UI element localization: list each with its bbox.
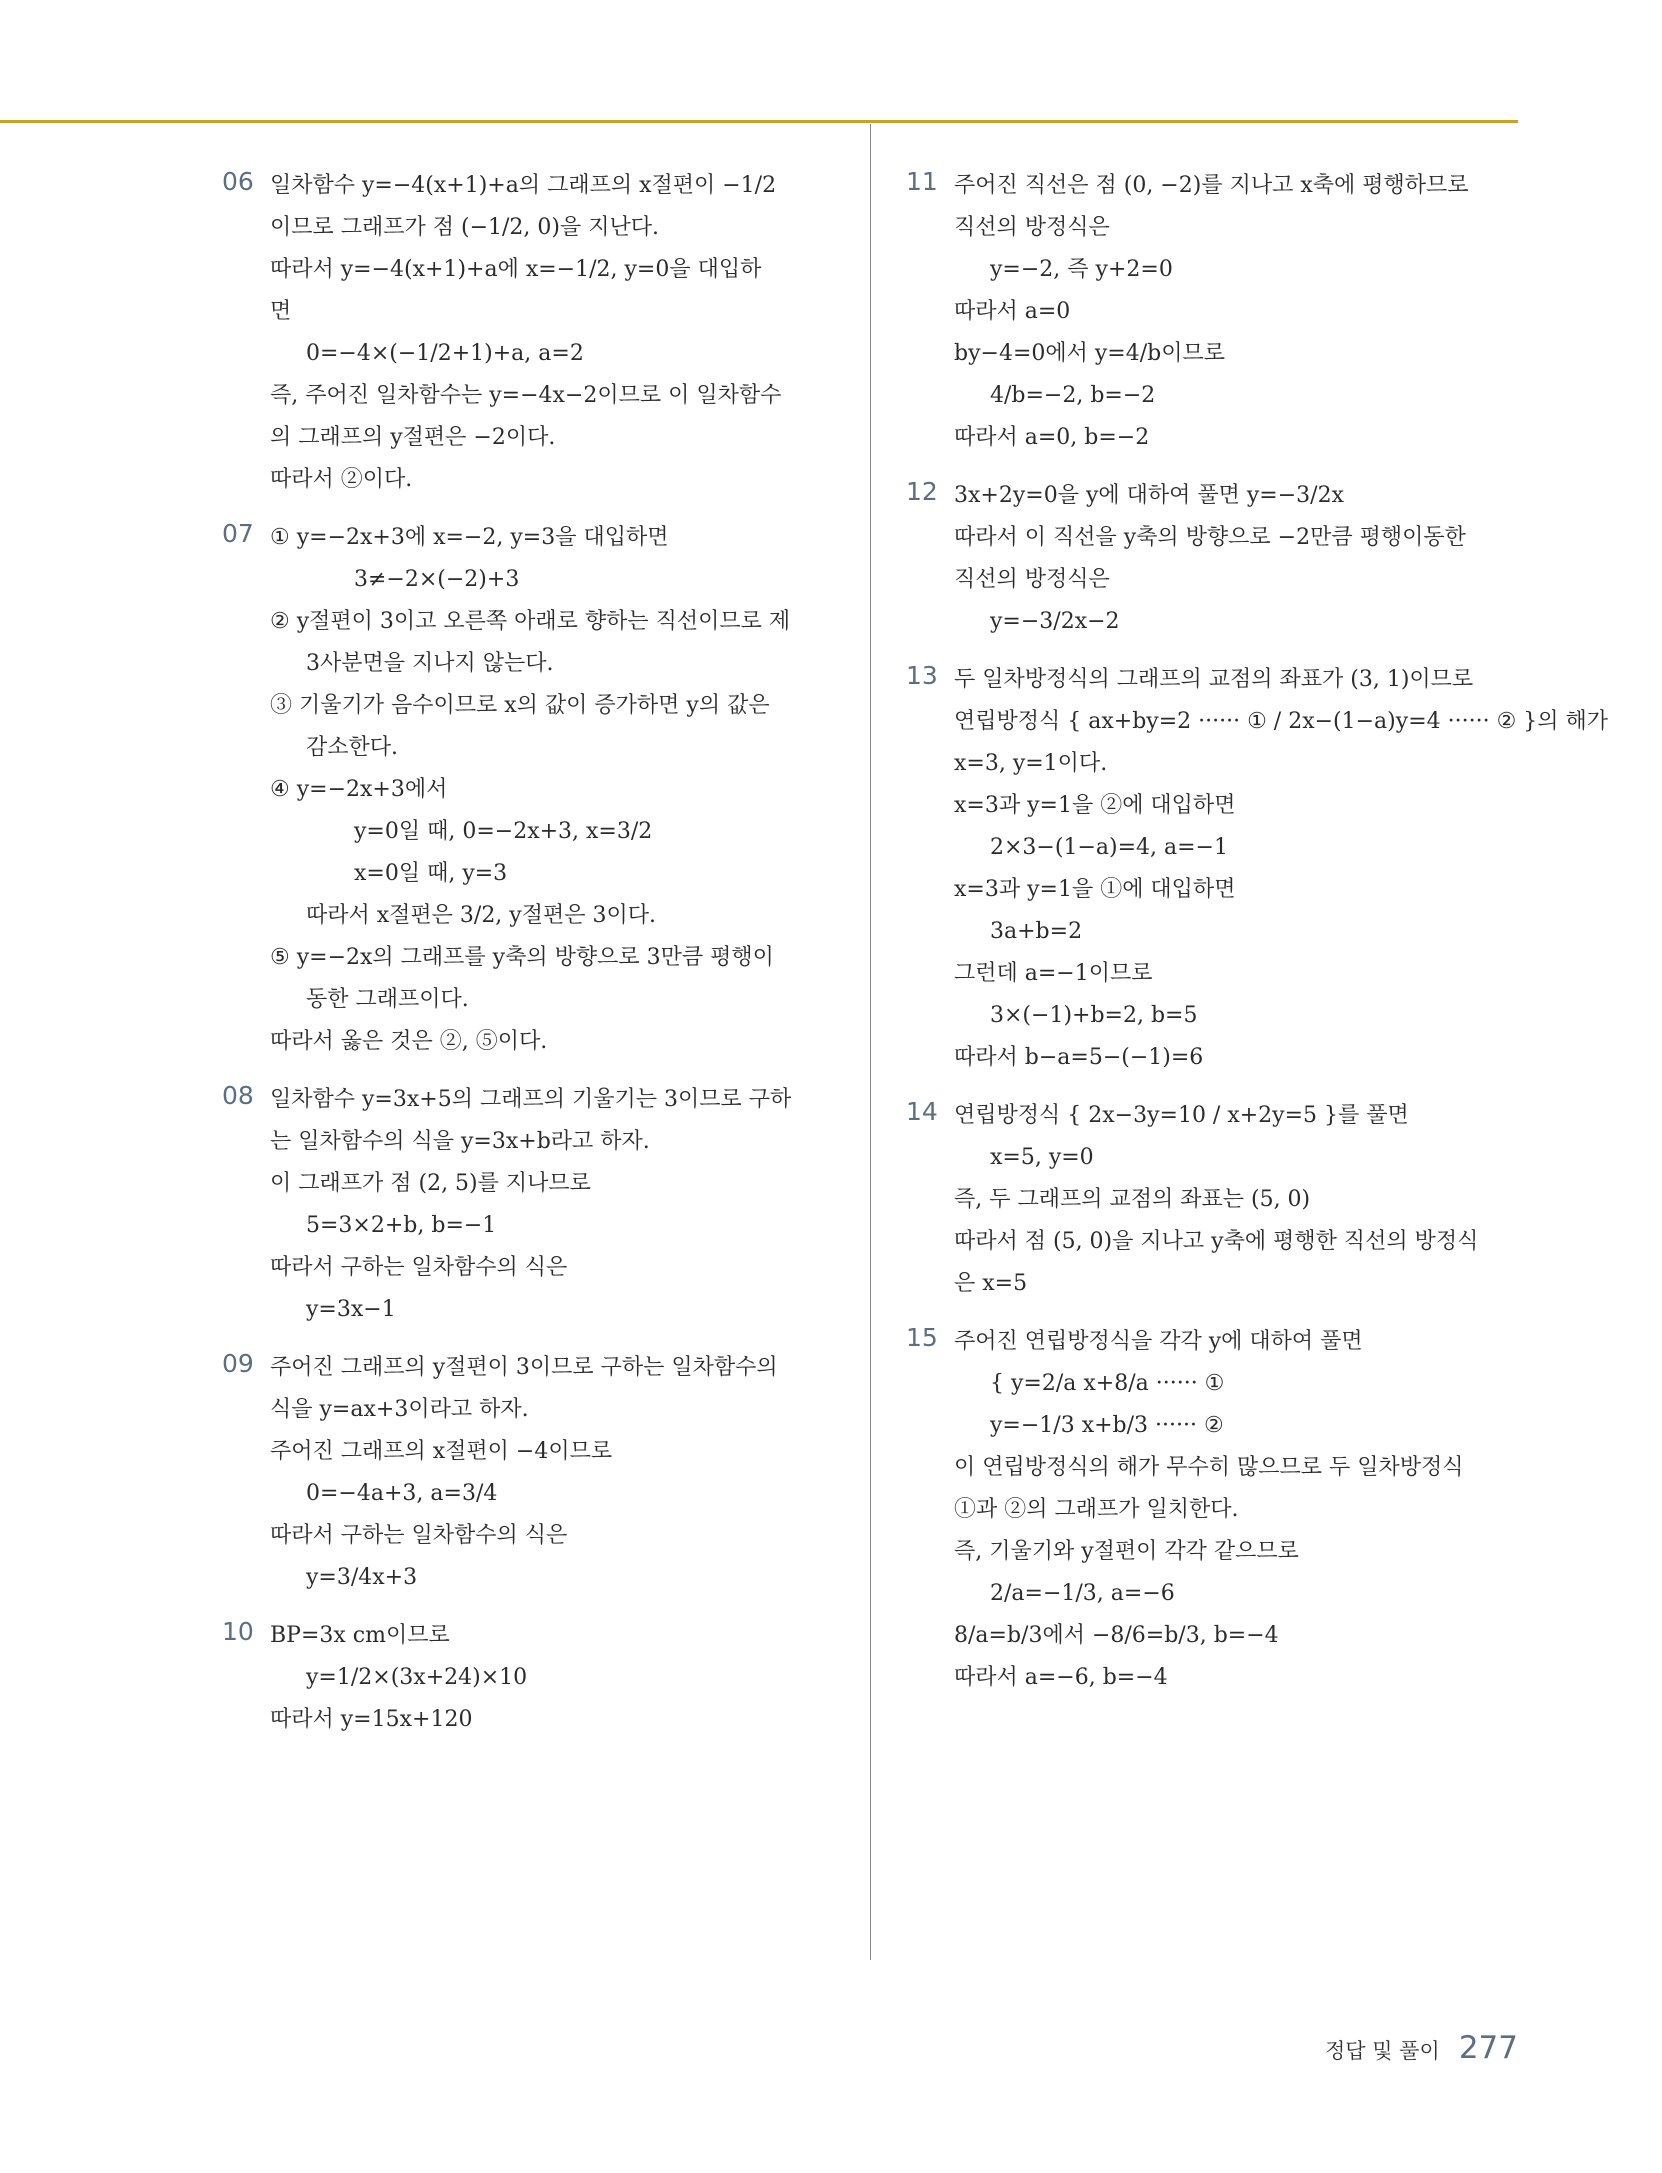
- solution-line: 따라서 구하는 일차함수의 식은: [270, 1523, 568, 1548]
- footer-label: 정답 및 풀이: [1324, 2039, 1440, 2063]
- solution-line: 주어진 연립방정식을 각각 y에 대하여 풀면: [954, 1329, 1363, 1354]
- solution-line: 의 그래프의 y절편은 −2이다.: [270, 425, 556, 450]
- problem-number: 12: [906, 477, 938, 506]
- problem-number: 11: [906, 167, 938, 196]
- solution-line: 이 연립방정식의 해가 무수히 많으므로 두 일차방정식: [954, 1455, 1464, 1480]
- solution-line: ② y절편이 3이고 오른쪽 아래로 향하는 직선이므로 제: [270, 609, 791, 634]
- solution-line: 5=3×2+b, b=−1: [306, 1213, 497, 1238]
- solution-line: ④ y=−2x+3에서: [270, 777, 448, 802]
- solution-line: 3사분면을 지나지 않는다.: [306, 651, 554, 676]
- solution-line: x=3과 y=1을 ①에 대입하면: [954, 877, 1236, 902]
- solution-line: 주어진 그래프의 x절편이 −4이므로: [270, 1439, 613, 1464]
- problem-12: [906, 475, 1518, 643]
- solution-line: 감소한다.: [306, 735, 399, 760]
- solution-line: 따라서 구하는 일차함수의 식은: [270, 1255, 568, 1280]
- solution-line: 따라서 옳은 것은 ②, ⑤이다.: [270, 1029, 548, 1054]
- solution-line: ③ 기울기가 음수이므로 x의 값이 증가하면 y의 값은: [270, 693, 770, 718]
- solution-line: 즉, 기울기와 y절편이 각각 같으므로: [954, 1539, 1299, 1564]
- problem-number: 07: [222, 519, 254, 548]
- problem-number: 06: [222, 167, 254, 196]
- solution-line: x=0일 때, y=3: [354, 861, 508, 886]
- problem-number: 10: [222, 1617, 254, 1646]
- solution-line: by−4=0에서 y=4/b이므로: [954, 341, 1225, 366]
- solution-line: 2×3−(1−a)=4, a=−1: [990, 835, 1228, 860]
- solution-line: y=0일 때, 0=−2x+3, x=3/2: [354, 819, 653, 844]
- solution-line: y=−2, 즉 y+2=0: [990, 257, 1173, 282]
- problem-number: 13: [906, 661, 938, 690]
- problem-15: [906, 1321, 1518, 1699]
- solution-line: 3a+b=2: [990, 919, 1083, 944]
- solution-line: 따라서 이 직선을 y축의 방향으로 −2만큼 평행이동한: [954, 525, 1466, 550]
- solution-line: 따라서 y=−4(x+1)+a에 x=−1/2, y=0을 대입하: [270, 257, 762, 282]
- problem-06: [222, 165, 834, 501]
- solution-line: x=3과 y=1을 ②에 대입하면: [954, 793, 1236, 818]
- top-rule: [0, 120, 1518, 123]
- solution-line: ⑤ y=−2x의 그래프를 y축의 방향으로 3만큼 평행이: [270, 945, 774, 970]
- solution-line: ① y=−2x+3에 x=−2, y=3을 대입하면: [270, 525, 669, 550]
- solution-line: 이 그래프가 점 (2, 5)를 지나므로: [270, 1171, 591, 1196]
- page-number: 277: [1458, 2030, 1518, 2066]
- right-column: [906, 165, 1609, 1715]
- problem-number: 15: [906, 1323, 938, 1352]
- solution-line: 3≠−2×(−2)+3: [354, 567, 520, 592]
- solution-line: 연립방정식 { ax+by=2 ······ ① / 2x−(1−a)y=4 ······ ② }의 해가: [954, 709, 1609, 734]
- problem-number: 14: [906, 1097, 938, 1126]
- solution-line: 3x+2y=0을 y에 대하여 풀면 y=−3/2x: [954, 483, 1344, 508]
- solution-line: 직선의 방정식은: [954, 567, 1110, 592]
- solution-line: y=−3/2x−2: [990, 609, 1120, 634]
- problem-09: [222, 1347, 834, 1599]
- problem-07: [222, 517, 834, 1063]
- problem-14: [906, 1095, 1518, 1305]
- solution-line: { y=2/a x+8/a ······ ①: [990, 1371, 1225, 1396]
- solution-line: ①과 ②의 그래프가 일치한다.: [954, 1497, 1239, 1522]
- solution-line: x=3, y=1이다.: [954, 751, 1108, 776]
- solution-line: y=3/4x+3: [306, 1565, 418, 1590]
- solution-line: 연립방정식 { 2x−3y=10 / x+2y=5 }를 풀면: [954, 1103, 1409, 1128]
- solution-line: 따라서 ②이다.: [270, 467, 413, 492]
- solution-line: 따라서 b−a=5−(−1)=6: [954, 1045, 1204, 1070]
- problem-number: 08: [222, 1081, 254, 1110]
- solution-line: 이므로 그래프가 점 (−1/2, 0)을 지난다.: [270, 215, 659, 240]
- left-column: [222, 165, 834, 1757]
- problem-13: [906, 659, 1609, 1079]
- solution-line: 0=−4×(−1/2+1)+a, a=2: [306, 341, 584, 366]
- solution-line: 주어진 직선은 점 (0, −2)를 지나고 x축에 평행하므로: [954, 173, 1469, 198]
- solution-line: 따라서 a=0, b=−2: [954, 425, 1150, 450]
- solution-line: 일차함수 y=3x+5의 그래프의 기울기는 3이므로 구하: [270, 1087, 792, 1112]
- solution-line: BP=3x cm이므로: [270, 1623, 450, 1648]
- solution-line: 4/b=−2, b=−2: [990, 383, 1156, 408]
- solution-line: y=1/2×(3x+24)×10: [306, 1665, 528, 1690]
- solution-line: 두 일차방정식의 그래프의 교점의 좌표가 (3, 1)이므로: [954, 667, 1474, 692]
- problem-10: [222, 1615, 834, 1741]
- solution-line: 0=−4a+3, a=3/4: [306, 1481, 498, 1506]
- problem-number: 09: [222, 1349, 254, 1378]
- problem-11: [906, 165, 1518, 459]
- solution-line: 3×(−1)+b=2, b=5: [990, 1003, 1198, 1028]
- solution-line: 는 일차함수의 식을 y=3x+b라고 하자.: [270, 1129, 650, 1154]
- column-divider: [870, 124, 871, 1960]
- solution-line: y=3x−1: [306, 1297, 396, 1322]
- solution-line: 2/a=−1/3, a=−6: [990, 1581, 1175, 1606]
- solution-line: 식을 y=ax+3이라고 하자.: [270, 1397, 529, 1422]
- solution-line: 직선의 방정식은: [954, 215, 1110, 240]
- solution-line: 따라서 x절편은 3/2, y절편은 3이다.: [306, 903, 656, 928]
- solution-line: y=−1/3 x+b/3 ······ ②: [990, 1413, 1224, 1438]
- solution-line: 즉, 주어진 일차함수는 y=−4x−2이므로 이 일차함수: [270, 383, 782, 408]
- solution-line: 8/a=b/3에서 −8/6=b/3, b=−4: [954, 1623, 1279, 1648]
- solution-line: 따라서 a=−6, b=−4: [954, 1665, 1168, 1690]
- solution-line: 그런데 a=−1이므로: [954, 961, 1153, 986]
- solution-line: 따라서 점 (5, 0)을 지나고 y축에 평행한 직선의 방정식: [954, 1229, 1479, 1254]
- solution-line: 주어진 그래프의 y절편이 3이므로 구하는 일차함수의: [270, 1355, 778, 1380]
- solution-line: 따라서 a=0: [954, 299, 1071, 324]
- solution-line: 은 x=5: [954, 1271, 1028, 1296]
- solution-line: 일차함수 y=−4(x+1)+a의 그래프의 x절편이 −1/2: [270, 173, 777, 198]
- solution-line: 면: [270, 299, 292, 324]
- solution-line: 동한 그래프이다.: [306, 987, 469, 1012]
- solution-line: x=5, y=0: [990, 1145, 1094, 1170]
- solution-line: 따라서 y=15x+120: [270, 1707, 473, 1732]
- problem-08: [222, 1079, 834, 1331]
- page-footer: [1325, 2030, 1518, 2066]
- solution-line: 즉, 두 그래프의 교점의 좌표는 (5, 0): [954, 1187, 1311, 1212]
